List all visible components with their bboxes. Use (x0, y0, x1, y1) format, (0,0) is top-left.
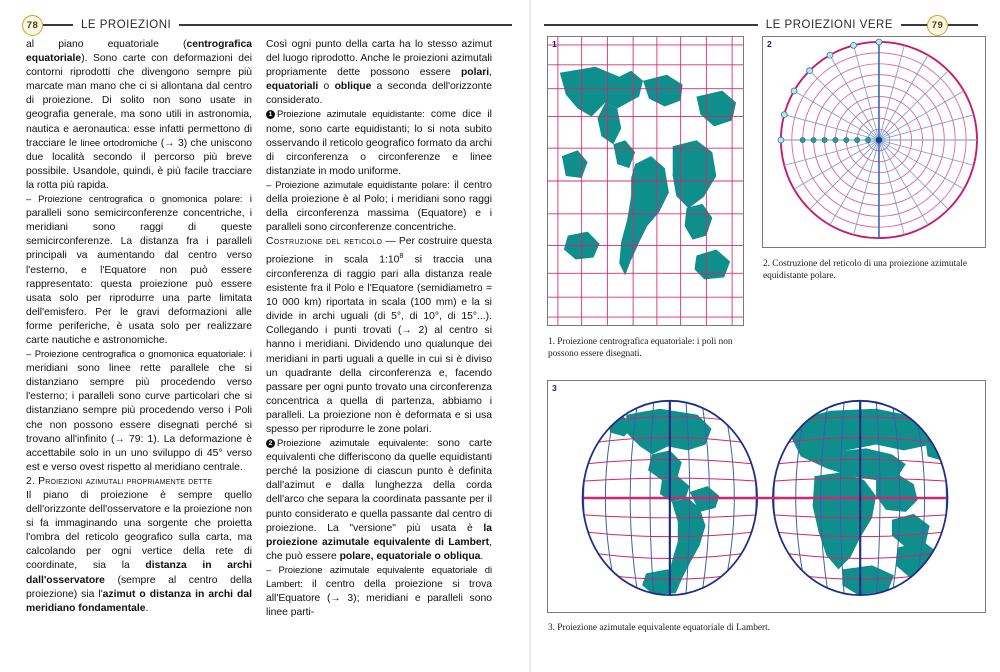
running-head-right (544, 14, 978, 36)
para-1-2: – Proiezione centrografica o gnomonica polare: i paralleli sono semicirconferenze concentriche, i meridiani sono raggi di queste semicirconferenze. La distanza fra i paralleli principali va aumentando dal centro verso l'esterno, e l'Equatore non può essere rappresentato: questa proiezione può essere usata solo per riprodurre una parte limitata dell'emisfero. Per le gravi deformazioni alle forme periferiche, è usata solo per realizzare carte nautiche e astronomiche. (26, 194, 252, 346)
figure-2-graticule (763, 37, 985, 247)
para-2-4: – Proiezione azimutale equivalente equatoriale di Lambert: il centro della proiezione si trova all'Equatore (→ 3); meridiani e paralleli sono linee parti- (266, 564, 492, 619)
para-2-2: – Proiezione azimutale equidistante polare: il centro della proiezione è al Polo; i meridiani sono raggi della circonferenza massima (Equatore) e i paralleli sono circonferenze concentriche. (266, 179, 493, 234)
figure-3-caption: 3. Proiezione azimutale equivalente equatoriale di Lambert. (548, 623, 770, 633)
head-rule-right-a (544, 24, 758, 25)
column-2 (266, 38, 492, 666)
para-2-1: Così ogni punto della carta ha lo stesso azimut del luogo riprodotto. Anche le proiezioni azimutali propriamente dette possono essere polari, equatoriali o oblique a seconda dell'orizzonte considerato. (266, 39, 492, 107)
figure-3-lambert-equal-area-equatorial (547, 380, 986, 613)
bullet-marker-1: 1 (266, 110, 275, 119)
folio-right: 79 (927, 15, 948, 36)
head-rule-left-b (179, 24, 512, 25)
figure-1-map (548, 37, 743, 325)
figure-2-azimuthal-equidistant-polar (762, 36, 986, 248)
head-rule-right-b (901, 24, 927, 25)
para-2-bullet-2: 2 Proiezione azimutale equivalente: sono carte equivalenti che differiscono da quelle equidistanti perché la posizione di ciascun punto è definita dall'azimut e dalla lunghezza della corda dell'arco che separa la coordinata passante per il punto considerato e quella passante dal centro di proiezione. La "versione" più usata è la proiezione azimutale equivalente di Lambert, che può essere polare, equatoriale o obliqua. (266, 438, 492, 562)
para-2-3: Costruzione del reticolo — Per costruire questa proiezione in scala $1:10^8$ si traccia una circonferenza di raggio pari alla distanza reale esistente fra il Polo e l'Equatore (semidiametro = 10 000 km) riportata in scala (100 mm) e la si divide in archi uguali (di 5°, di 10°, di 15°...). Collegando i punti trovati (→ 2) al centro si hanno i meridiani. Dividendo uno qualunque dei meridiani in parti uguali a quelle in cui si è diviso un quadrante della circonferenza e, facendo passare per ogni punto trovato una circonferenza concentrica a quella di partenza, abbiamo i paralleli. La proiezione non è deformata e si usa spesso per riprodurre le zone polari. (266, 236, 492, 435)
head-rule-right-c (948, 24, 978, 25)
folio-left: 78 (22, 15, 43, 36)
para-1-4: Il piano di proiezione è sempre quello dell'orizzonte dell'osservatore e la proiezione non si fa immaginando una sorgente che proietta l'ombra del reticolo geografico sulla carta, ma calcolando per ogni vertice della rete di coordinate, sia la distanza in archi dall'osservatore (sempre al centro della proiezione) sia l'azimut o distanza in archi dal meridiano fondamentale. (26, 490, 252, 614)
figure-1-centrographic-equatorial (547, 36, 744, 326)
figure-1-number: 1 (552, 39, 557, 49)
left-page-columns (26, 38, 514, 666)
para-2-bullet-1: 1 Proiezione azimutale equidistante: come dice il nome, sono carte equidistanti; lo si nota subito osservando il reticolo geografico formato da archi di circonferenza o circonferenze e linee distanziate in modo uniforme. (266, 109, 492, 177)
running-head-left-text: LE PROIEZIONI (81, 19, 172, 31)
section-heading-2: 2. Proiezioni azimutali propriamente dette (26, 475, 213, 487)
figure-2-caption: 2. Costruzione del reticolo di una proiezione azimutale equidistante polare. (763, 259, 967, 281)
bullet-marker-2: 2 (266, 439, 275, 448)
figure-2-number: 2 (767, 39, 772, 49)
para-1-1: al piano equatoriale (centrografica equatoriale). Sono carte con deformazioni dei contorni riprodotti che divengono sempre più marcate man mano che ci si allontana dal centro di proiezione. Di solito non sono usate in geografia generale, ma sono utili in astronomia, nautica e aeronautica: esse infatti permettono di tracciare le linee ortodromiche (→ 3) che uniscono due località secondo il percorso più breve possibile. Usandole, quindi, è più facile tracciare la rotta più rapida. (26, 39, 252, 191)
figure-3-hemispheres (548, 381, 985, 612)
head-rule-left-a (43, 24, 73, 25)
running-head-left (22, 14, 512, 36)
figure-1-caption: 1. Proiezione centrografica equatoriale: i poli non possono essere disegnati. (548, 337, 733, 359)
running-head-right-text: LE PROIEZIONI VERE (765, 19, 893, 31)
column-1 (26, 38, 252, 666)
para-1-3: – Proiezione centrografica o gnomonica equatoriale: i meridiani sono linee rette parallele che si distanziano sempre più procedendo verso l'esterno; i paralleli sono curve particolari che si distanziano sempre più procedendo verso i Poli che non possono essere disegnati perché si trovano all'infinito (→ 79: 1). La deformazione è accettabile solo in un uno sviluppo di 45° verso est e verso ovest rispetto al meridiano centrale. (26, 349, 253, 473)
gutter (529, 0, 531, 672)
figure-3-number: 3 (552, 383, 557, 393)
